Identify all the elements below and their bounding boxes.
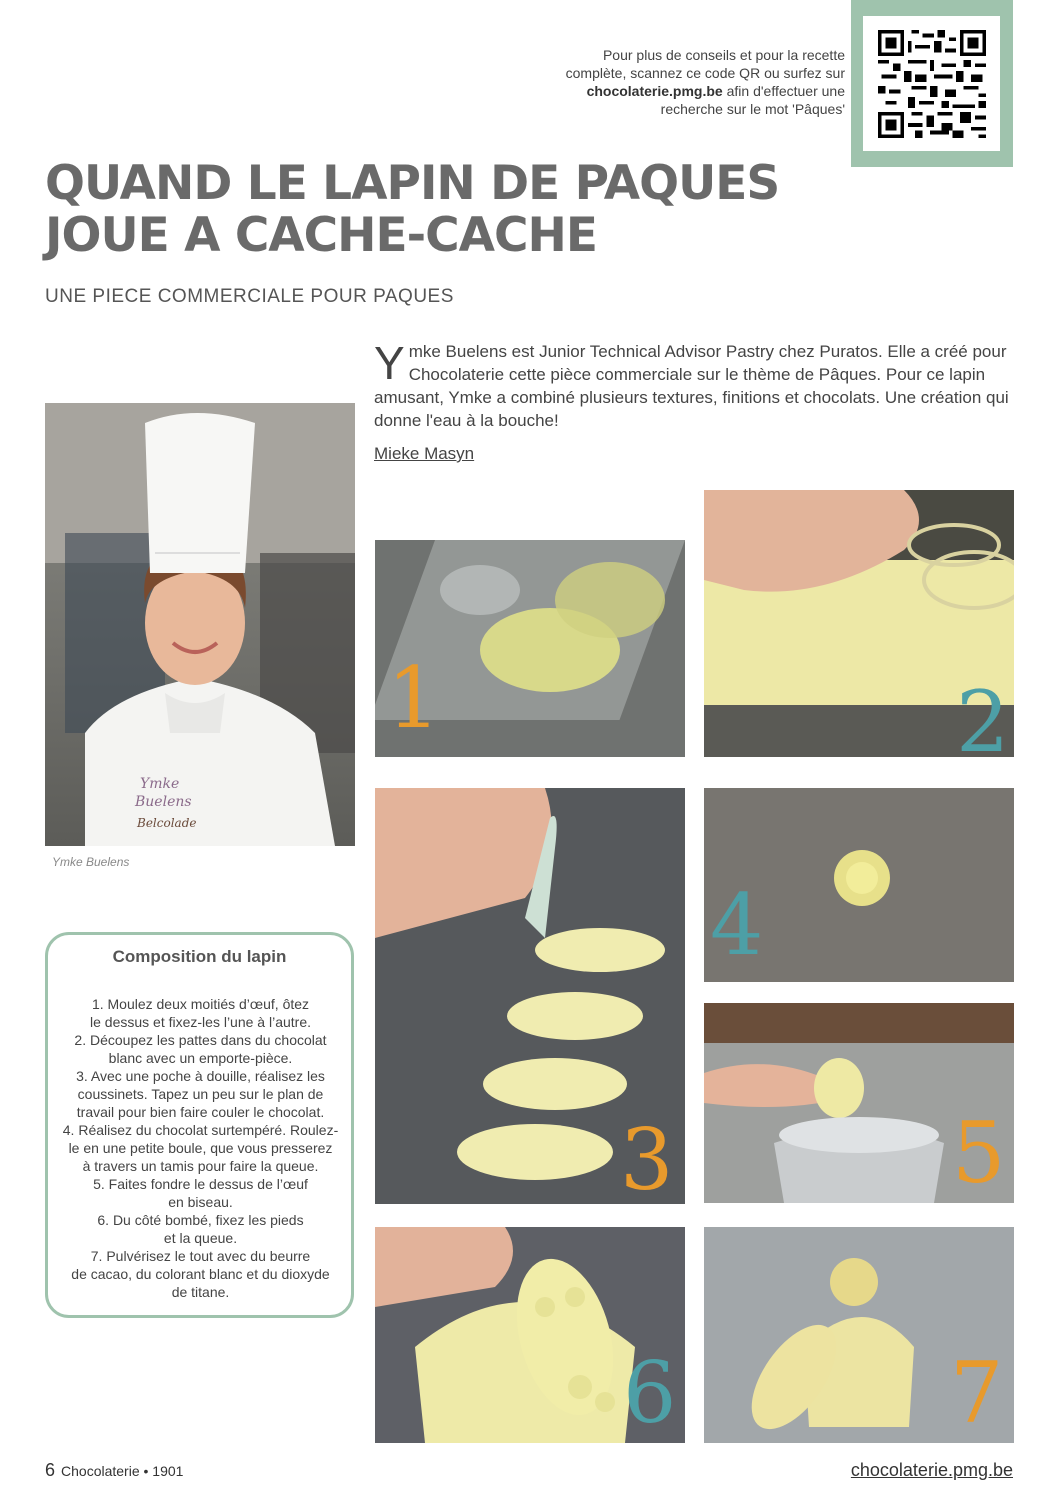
composition-line: coussinets. Tapez un peu sur le plan de bbox=[77, 1086, 324, 1102]
composition-line: 3. Avec une poche à douille, réalisez les bbox=[76, 1068, 325, 1084]
page-number: 6 bbox=[45, 1460, 56, 1480]
step-photo-3 bbox=[375, 788, 685, 1204]
qr-frame bbox=[851, 0, 1013, 167]
composition-line: 5. Faites fondre le dessus de l’œuf bbox=[93, 1176, 308, 1192]
jacket-name-1: Ymke bbox=[140, 776, 180, 792]
step-photo-7 bbox=[704, 1227, 1014, 1443]
intro-paragraph bbox=[374, 337, 1014, 432]
footer-site-link[interactable]: chocolaterie.pmg.be bbox=[850, 1460, 1013, 1480]
composition-line: le en une petite boule, que vous presserez bbox=[68, 1140, 333, 1156]
composition-line: le dessus et fixez-les l’une à l’autre. bbox=[90, 1014, 311, 1030]
title-line-2: JOUE A CACHE-CACHE bbox=[45, 208, 597, 263]
composition-line: en biseau. bbox=[168, 1194, 233, 1210]
step-photo-2 bbox=[704, 490, 1014, 757]
step-photo-4 bbox=[704, 788, 1014, 982]
qr-card bbox=[863, 16, 1000, 151]
step-photo-1 bbox=[375, 540, 685, 757]
intro-text: mke Buelens est Junior Technical Advisor Pastry chez Puratos. Elle a créé pour Chocolaterie cette pièce commerciale sur le thème de Pâques. Pour ce lapin amusant, Ymke a combiné plusieurs textures, finitions et chocolats. Une création qui donne l'eau à la bouche! bbox=[374, 342, 1009, 430]
step-number-1: 1 bbox=[387, 649, 441, 747]
article-subtitle: UNE PIECE COMMERCIALE POUR PAQUES bbox=[45, 286, 454, 307]
qr-line-2: complète, scannez ce code QR ou surfez sur bbox=[565, 65, 845, 81]
step-photo-6 bbox=[375, 1227, 685, 1443]
jacket-brand: Belcolade bbox=[137, 816, 197, 830]
composition-line: blanc avec un emporte-pièce. bbox=[108, 1050, 293, 1066]
composition-line: 2. Découpez les pattes dans du chocolat bbox=[74, 1032, 327, 1048]
chef-portrait-image bbox=[45, 403, 355, 846]
publication-name: Chocolaterie • 1901 bbox=[61, 1463, 184, 1479]
qr-instructions bbox=[535, 46, 845, 118]
composition-line: 7. Pulvérisez le tout avec du beurre bbox=[90, 1248, 311, 1264]
composition-title: Composition du lapin bbox=[112, 947, 287, 966]
jacket-name-2: Buelens bbox=[135, 794, 192, 810]
step-number-6: 6 bbox=[623, 1344, 677, 1442]
title-line-1: QUAND LE LAPIN DE PAQUES bbox=[45, 156, 780, 211]
footer-left bbox=[45, 1460, 183, 1481]
step-number-2: 2 bbox=[956, 673, 1010, 757]
step-number-4: 4 bbox=[710, 876, 764, 974]
portrait-caption: Ymke Buelens bbox=[52, 855, 130, 869]
composition-line: de titane. bbox=[171, 1284, 230, 1300]
step-number-3: 3 bbox=[620, 1111, 674, 1204]
composition-line: et la queue. bbox=[163, 1230, 238, 1246]
article-title bbox=[45, 158, 805, 262]
composition-box bbox=[45, 932, 354, 1318]
author-link[interactable]: Mieke Masyn bbox=[374, 444, 475, 463]
drop-cap: Y bbox=[374, 337, 405, 389]
qr-code-icon[interactable] bbox=[878, 30, 986, 138]
qr-line-4: recherche sur le mot 'Pâques' bbox=[660, 101, 845, 117]
composition-line: travail pour bien faire couler le chocolat. bbox=[76, 1104, 325, 1120]
portrait-photo bbox=[45, 403, 355, 846]
qr-site-link[interactable]: chocolaterie.pmg.be bbox=[586, 83, 723, 99]
step-number-7: 7 bbox=[950, 1344, 1004, 1442]
qr-line-3: chocolaterie.pmg.be afin d'effectuer une bbox=[586, 83, 845, 99]
composition-line: 1. Moulez deux moitiés d’œuf, ôtez bbox=[91, 996, 310, 1012]
step-photo-5 bbox=[704, 1003, 1014, 1203]
composition-steps bbox=[58, 995, 343, 1301]
composition-line: à travers un tamis pour faire la queue. bbox=[82, 1158, 319, 1174]
qr-line-1: Pour plus de conseils et pour la recette bbox=[602, 47, 845, 63]
step-number-5: 5 bbox=[952, 1104, 1006, 1202]
composition-line: 6. Du côté bombé, fixez les pieds bbox=[97, 1212, 304, 1228]
composition-line: de cacao, du colorant blanc et du dioxyde bbox=[71, 1266, 330, 1282]
composition-line: 4. Réalisez du chocolat surtempéré. Roulez- bbox=[62, 1122, 339, 1138]
